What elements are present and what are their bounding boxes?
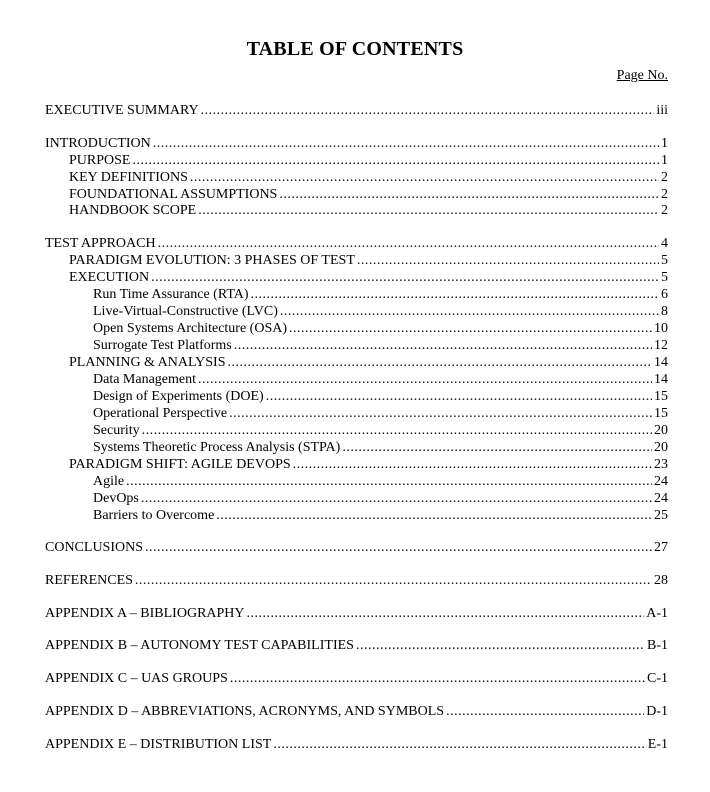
toc-entry-data-management[interactable] (93, 372, 668, 388)
toc-entry-page: 20 (654, 440, 668, 455)
toc-entry-stpa[interactable] (93, 440, 668, 456)
toc-entry-label: APPENDIX C – UAS GROUPS (45, 671, 228, 686)
toc-entry-label: HANDBOOK SCOPE (69, 203, 197, 218)
toc-entry-page: 4 (661, 236, 668, 251)
toc-entry-test-approach[interactable] (45, 236, 668, 252)
dot-leader (266, 389, 652, 405)
toc-entry-label: Data Management (93, 372, 197, 387)
dot-leader (279, 187, 659, 203)
toc-entry-page: 2 (661, 187, 668, 202)
toc-entry-label: Design of Experiments (DOE) (93, 389, 264, 404)
toc-entry-label: APPENDIX D – ABBREVIATIONS, ACRONYMS, AND SYMBOLS (45, 704, 445, 719)
toc-entry-executive-summary[interactable] (45, 103, 668, 119)
dot-leader (234, 338, 652, 354)
toc-entry-page: 20 (654, 423, 668, 438)
toc-entry-label: EXECUTIVE SUMMARY (45, 103, 199, 118)
dot-leader (142, 423, 652, 439)
toc-entry-page: 6 (661, 287, 668, 302)
dot-leader (229, 406, 652, 422)
toc-entry-page: 23 (654, 457, 668, 472)
dot-leader (132, 153, 659, 169)
dot-leader (356, 638, 645, 654)
toc-entry-label: Live-Virtual-Constructive (LVC) (93, 304, 278, 319)
dot-leader (145, 540, 652, 556)
toc-entry-paradigm-evolution[interactable] (69, 253, 668, 269)
toc-entry-page: C-1 (647, 671, 668, 686)
toc-entry-page: 5 (661, 270, 668, 285)
toc-entry-appendix-d[interactable] (45, 704, 668, 720)
toc-entry-page: 24 (654, 474, 668, 489)
toc-entry-label: KEY DEFINITIONS (69, 170, 188, 185)
dot-leader (293, 457, 652, 473)
toc-entry-conclusions[interactable] (45, 540, 668, 556)
dot-leader (126, 474, 652, 490)
toc-entry-page: A-1 (646, 606, 668, 621)
toc-entry-label: REFERENCES (45, 573, 133, 588)
toc-entry-agile[interactable] (93, 474, 668, 490)
toc-entry-purpose[interactable] (69, 153, 668, 169)
toc-entry-page: B-1 (647, 638, 668, 653)
toc-entry-page: 28 (654, 573, 668, 588)
dot-leader (247, 606, 645, 622)
toc-entry-rta[interactable] (93, 287, 668, 303)
dot-leader (198, 372, 652, 388)
toc-entry-label: TEST APPROACH (45, 236, 156, 251)
dot-leader (289, 321, 652, 337)
dot-leader (135, 573, 652, 589)
toc-entry-label: APPENDIX B – AUTONOMY TEST CAPABILITIES (45, 638, 354, 653)
dot-leader (151, 270, 659, 286)
dot-leader (216, 508, 652, 524)
toc-entry-page: 2 (661, 203, 668, 218)
dot-leader (273, 737, 645, 753)
toc-entry-label: PURPOSE (69, 153, 131, 168)
toc-entry-planning-analysis[interactable] (69, 355, 668, 371)
toc-entry-foundational-assumptions[interactable] (69, 187, 668, 203)
toc-entry-page: 15 (654, 389, 668, 404)
toc-entry-security[interactable] (93, 423, 668, 439)
toc-entry-label: PARADIGM EVOLUTION: 3 PHASES OF TEST (69, 253, 355, 268)
toc-entry-label: Surrogate Test Platforms (93, 338, 232, 353)
toc-entry-page: E-1 (647, 737, 668, 752)
toc-entry-introduction[interactable] (45, 136, 668, 152)
dot-leader (342, 440, 652, 456)
dot-leader (357, 253, 659, 269)
toc-entry-label: DevOps (93, 491, 139, 506)
toc-entry-label: FOUNDATIONAL ASSUMPTIONS (69, 187, 278, 202)
toc-entry-label: APPENDIX E – DISTRIBUTION LIST (45, 737, 272, 752)
toc-entry-appendix-a[interactable] (45, 606, 668, 622)
toc-entry-label: Security (93, 423, 140, 438)
toc-entry-page: 12 (654, 338, 668, 353)
dot-leader (141, 491, 652, 507)
toc-entry-label: PLANNING & ANALYSIS (69, 355, 226, 370)
toc-entry-page: 2 (661, 170, 668, 185)
toc-entry-label: Agile (93, 474, 125, 489)
toc-entry-doe[interactable] (93, 389, 668, 405)
toc-entry-label: Open Systems Architecture (OSA) (93, 321, 288, 336)
dot-leader (251, 287, 659, 303)
toc-entry-barriers[interactable] (93, 508, 668, 524)
toc-entry-devops[interactable] (93, 491, 668, 507)
toc-entry-label: APPENDIX A – BIBLIOGRAPHY (45, 606, 245, 621)
toc-entry-osa[interactable] (93, 321, 668, 337)
toc-entry-appendix-b[interactable] (45, 638, 668, 654)
toc-entry-label: INTRODUCTION (45, 136, 151, 151)
toc-entry-page: 1 (661, 153, 668, 168)
page-no-header: Page No. (616, 68, 668, 83)
toc-entry-page: 5 (661, 253, 668, 268)
toc-entry-label: CONCLUSIONS (45, 540, 144, 555)
toc-entry-page: 8 (661, 304, 668, 319)
toc-entry-appendix-c[interactable] (45, 671, 668, 687)
dot-leader (228, 355, 653, 371)
toc-entry-label: Operational Perspective (93, 406, 228, 421)
toc-entry-label: EXECUTION (69, 270, 150, 285)
toc-entry-page: 14 (654, 372, 668, 387)
toc-entry-label: Barriers to Overcome (93, 508, 215, 523)
toc-entry-page: 10 (654, 321, 668, 336)
toc-entry-paradigm-shift[interactable] (69, 457, 668, 473)
toc-entry-execution[interactable] (69, 270, 668, 286)
dot-leader (280, 304, 659, 320)
toc-entry-label: PARADIGM SHIFT: AGILE DEVOPS (69, 457, 291, 472)
toc-entry-label: Run Time Assurance (RTA) (93, 287, 249, 302)
dot-leader (446, 704, 644, 720)
toc-entry-page: 25 (654, 508, 668, 523)
dot-leader (198, 203, 659, 219)
toc-entry-page: 27 (654, 540, 668, 555)
toc-entry-key-definitions[interactable] (69, 170, 668, 186)
dot-leader (153, 136, 659, 152)
toc-entry-lvc[interactable] (93, 304, 668, 320)
toc-entry-page: 24 (654, 491, 668, 506)
toc-entry-surrogate-test-platforms[interactable] (93, 338, 668, 354)
toc-entry-appendix-e[interactable] (45, 737, 668, 753)
dot-leader (190, 170, 659, 186)
page-title: TABLE OF CONTENTS (246, 38, 464, 60)
dot-leader (201, 103, 655, 119)
toc-entry-page: 15 (654, 406, 668, 421)
toc-entry-page: 14 (654, 355, 668, 370)
toc-entry-references[interactable] (45, 573, 668, 589)
toc-entry-operational-perspective[interactable] (93, 406, 668, 422)
toc-entry-page: D-1 (646, 704, 668, 719)
toc-entry-page: iii (656, 103, 668, 118)
toc-entry-label: Systems Theoretic Process Analysis (STPA) (93, 440, 341, 455)
toc-entry-handbook-scope[interactable] (69, 203, 668, 219)
toc-entry-page: 1 (661, 136, 668, 151)
dot-leader (230, 671, 645, 687)
dot-leader (158, 236, 659, 252)
